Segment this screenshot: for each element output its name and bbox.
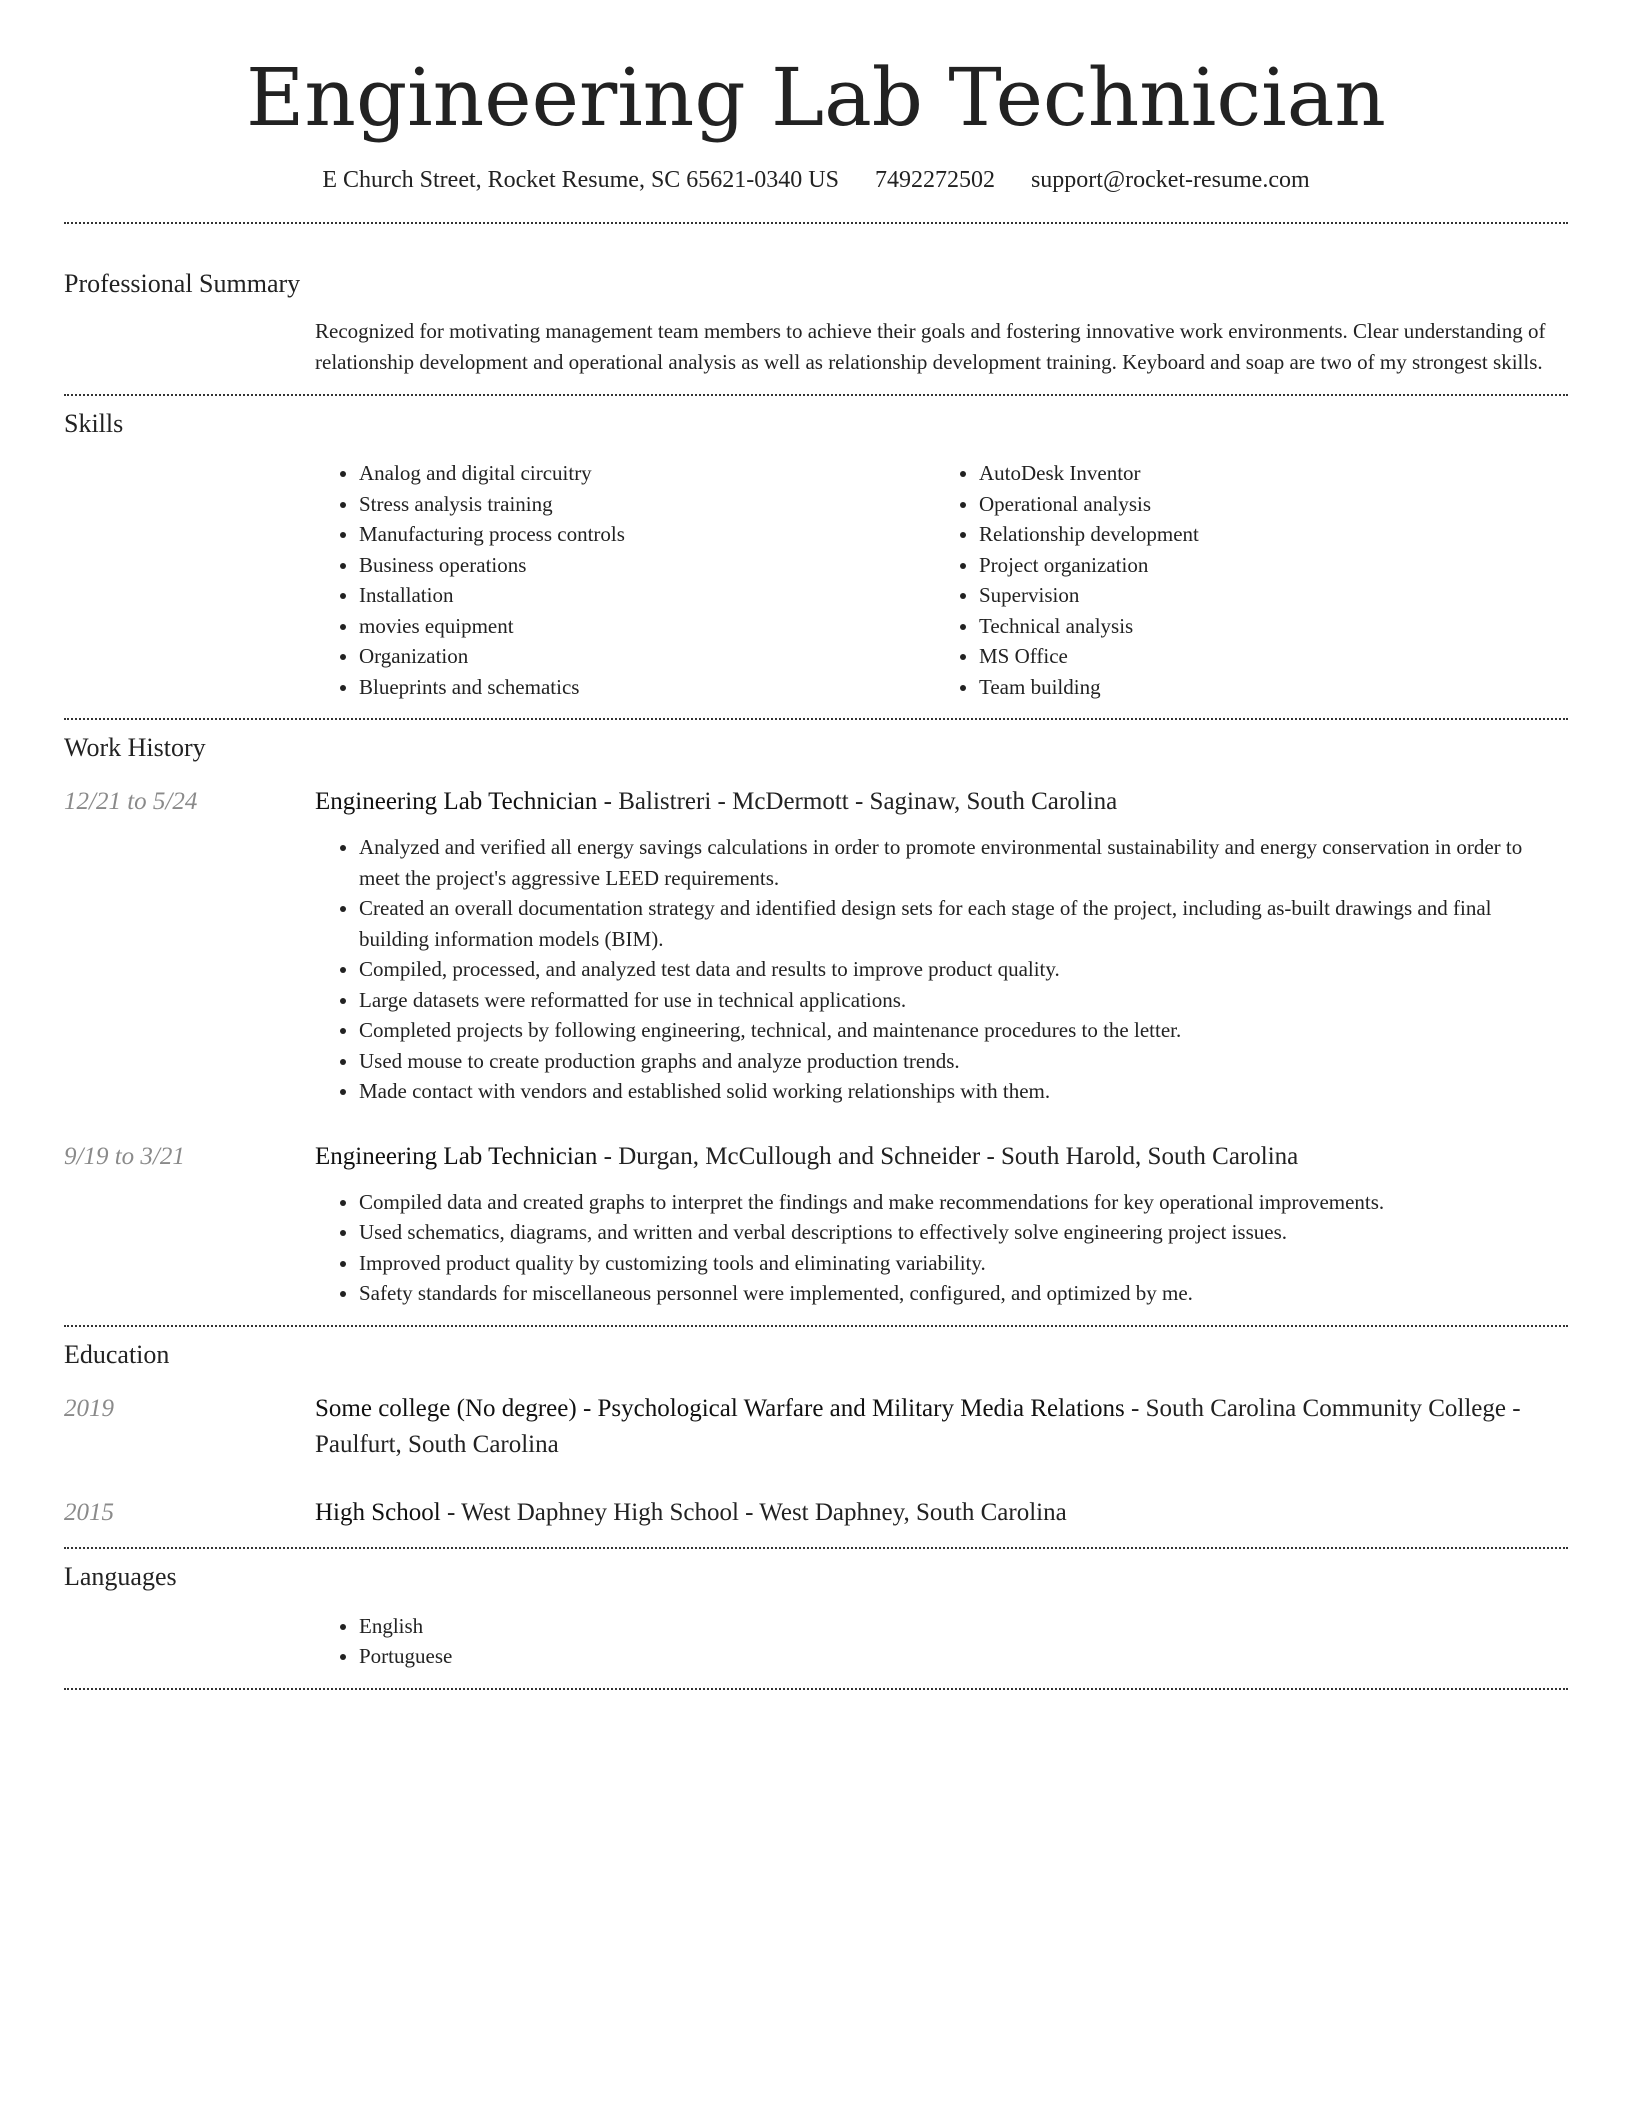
skills-section <box>64 408 1568 702</box>
job-heading <box>315 1139 1565 1175</box>
job-bullet: • Compiled, processed, and analyzed test data and results to improve product quality. <box>359 954 1565 985</box>
job-bullets <box>315 1187 1565 1309</box>
contact-email: support@rocket-resume.com <box>1030 167 1310 193</box>
job-bullet: • Large datasets were reformatted for use in technical applications. <box>359 985 1565 1016</box>
job-bullet: • Made contact with vendors and established solid working relationships with them. <box>359 1076 1565 1107</box>
job-role: Engineering Lab Technician <box>315 788 598 815</box>
education-details <box>315 1495 1565 1531</box>
work-title: Work History <box>64 733 206 762</box>
job-bullet: • Safety standards for miscellaneous personnel were implemented, configured, and optimized by me. <box>359 1278 1565 1309</box>
contact-address: E Church Street, Rocket Resume, SC 65621-0340 US <box>322 167 839 193</box>
skills-list-left <box>315 458 935 702</box>
job-role: Engineering Lab Technician <box>315 1142 598 1170</box>
skill-item: • Supervision <box>979 580 1555 611</box>
job-bullet: • Used mouse to create production graphs and analyze production trends. <box>359 1046 1565 1077</box>
education-details <box>315 1391 1565 1463</box>
skill-item: • movies equipment <box>359 611 935 642</box>
education-entry <box>64 1391 1568 1463</box>
job-bullet: • Improved product quality by customizing tools and eliminating variability. <box>359 1248 1565 1279</box>
education-degree: High School <box>315 1498 441 1526</box>
education-school: - South Carolina Community College - Paulfurt, South Carolina <box>315 1394 1521 1458</box>
job-bullet: • Created an overall documentation strategy and identified design sets for each stage of the project, including as-built drawings and final building information models (BIM). <box>359 893 1565 954</box>
divider <box>64 718 1568 720</box>
education-section <box>64 1339 1568 1531</box>
skill-item: • Relationship development <box>979 519 1555 550</box>
languages-list <box>315 1611 1555 1672</box>
education-entry <box>64 1495 1568 1531</box>
skill-item: • Analog and digital circuitry <box>359 458 935 489</box>
divider <box>64 1547 1568 1549</box>
skill-item: • Organization <box>359 641 935 672</box>
languages-section <box>64 1561 1568 1672</box>
skill-item: • Installation <box>359 580 935 611</box>
job-entry <box>64 1139 1568 1309</box>
summary-title: Professional Summary <box>64 269 301 298</box>
skill-item: • MS Office <box>979 641 1555 672</box>
skill-item: • AutoDesk Inventor <box>979 458 1555 489</box>
work-section <box>64 732 1568 1309</box>
skill-item: • Team building <box>979 672 1555 703</box>
job-details <box>315 784 1565 1107</box>
skill-item: • Stress analysis training <box>359 489 935 520</box>
job-bullet: • Used schematics, diagrams, and written and verbal descriptions to effectively solve engineering project issues. <box>359 1217 1565 1248</box>
job-bullets <box>315 832 1565 1107</box>
skill-item: • Manufacturing process controls <box>359 519 935 550</box>
job-dates: 9/19 to 3/21 <box>64 1142 185 1170</box>
skills-grid <box>315 458 1555 702</box>
skills-title: Skills <box>64 409 124 438</box>
divider <box>64 1325 1568 1327</box>
skill-item: • Operational analysis <box>979 489 1555 520</box>
language-item: • English <box>359 1611 1555 1642</box>
summary-section <box>64 268 1568 378</box>
contact-line <box>64 164 1568 196</box>
job-details <box>315 1139 1565 1309</box>
education-school: - West Daphney High School - West Daphney, South Carolina <box>440 1498 1067 1526</box>
education-year: 2019 <box>64 1394 114 1422</box>
summary-text: Recognized for motivating management team members to achieve their goals and fostering innovative work environments. Clear understanding of relationship development and operational analysis as well as relationship development training. Keyboard and soap are two of my strongest skills. <box>315 319 1546 374</box>
education-year: 2015 <box>64 1498 114 1526</box>
skill-item: • Business operations <box>359 550 935 581</box>
contact-phone: 7492272502 <box>874 167 995 193</box>
language-item: • Portuguese <box>359 1641 1555 1672</box>
job-dates: 12/21 to 5/24 <box>64 788 198 815</box>
job-bullet: • Analyzed and verified all energy savings calculations in order to promote environmental sustainability and energy conservation in order to meet the project's aggressive LEED requirements. <box>359 832 1565 893</box>
languages-body <box>315 1611 1555 1672</box>
skill-item: • Blueprints and schematics <box>359 672 935 703</box>
job-employer: - Balistreri - McDermott - Saginaw, South Carolina <box>597 788 1118 815</box>
skill-item: • Project organization <box>979 550 1555 581</box>
job-heading <box>315 784 1565 820</box>
divider <box>64 222 1568 224</box>
education-title: Education <box>64 1339 170 1369</box>
job-bullet: • Compiled data and created graphs to interpret the findings and make recommendations for key operational improvements. <box>359 1187 1565 1218</box>
job-employer: - Durgan, McCullough and Schneider - South Harold, South Carolina <box>597 1142 1299 1170</box>
languages-title: Languages <box>64 1561 177 1591</box>
divider <box>64 1688 1568 1690</box>
skills-list-right <box>935 458 1555 702</box>
job-entry <box>64 784 1568 1107</box>
job-bullet: • Completed projects by following engineering, technical, and maintenance procedures to the letter. <box>359 1015 1565 1046</box>
resume-page <box>64 0 1568 1690</box>
divider <box>64 394 1568 396</box>
education-degree: Some college (No degree) - Psychological Warfare and Military Media Relations <box>315 1394 1125 1422</box>
candidate-name: Engineering Lab Technician <box>246 51 1386 144</box>
skill-item: • Technical analysis <box>979 611 1555 642</box>
